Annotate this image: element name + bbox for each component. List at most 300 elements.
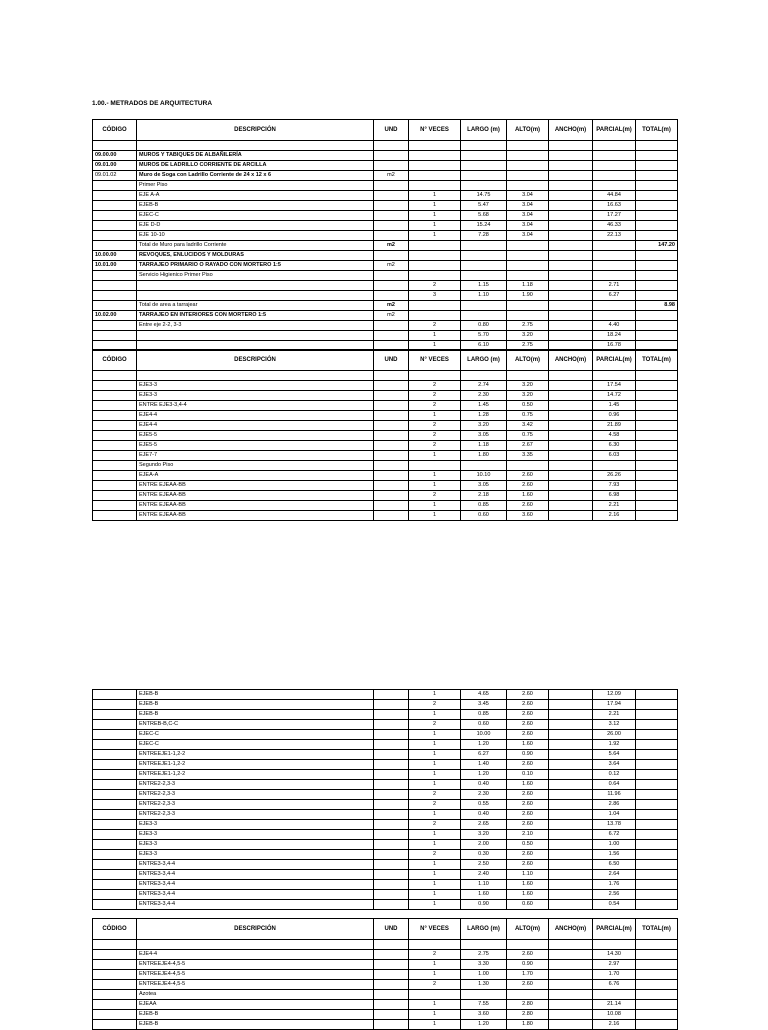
cell-total: [636, 720, 678, 730]
cell-alto: 1.10: [507, 870, 549, 880]
cell-largo: 3.20: [461, 830, 507, 840]
cell-ancho: [549, 461, 593, 471]
cell-descripcion: ENTRE3-3,4-4: [137, 880, 374, 890]
cell-descripcion: EJE3-3: [137, 840, 374, 850]
cell-largo: 3.45: [461, 700, 507, 710]
cell-ancho: [549, 421, 593, 431]
cell-alto: 1.60: [507, 740, 549, 750]
cell-parcial: [593, 461, 636, 471]
cell-ancho: [549, 770, 593, 780]
cell-largo: [461, 461, 507, 471]
table-row: [93, 850, 678, 860]
cell-codigo: [93, 980, 137, 990]
cell-n-veces: 2: [409, 431, 461, 441]
table-row: [93, 471, 678, 481]
cell-largo: 3.30: [461, 960, 507, 970]
table-row: [93, 201, 678, 211]
cell-descripcion: EJE4-4: [137, 411, 374, 421]
cell-total: [636, 730, 678, 740]
cell-n-veces: [409, 151, 461, 161]
cell-alto: [507, 181, 549, 191]
cell-descripcion: ENTREEJE4-4,5-5: [137, 960, 374, 970]
cell-descripcion: EJE 10-10: [137, 231, 374, 241]
cell-alto: [507, 461, 549, 471]
cell-ancho: [549, 181, 593, 191]
table-row: [93, 141, 678, 151]
cell-parcial: [593, 241, 636, 251]
cell-n-veces: 1: [409, 890, 461, 900]
cell-descripcion: ENTRE EJEAA-BB: [137, 491, 374, 501]
table-row: [93, 321, 678, 331]
cell-ancho: [549, 481, 593, 491]
cell-total: [636, 251, 678, 261]
table-row: [93, 381, 678, 391]
cell-n-veces: [409, 171, 461, 181]
cell-ancho: [549, 211, 593, 221]
cell-parcial: 6.03: [593, 451, 636, 461]
cell-alto: [507, 371, 549, 381]
cell-parcial: 17.54: [593, 381, 636, 391]
cell-largo: 7.28: [461, 231, 507, 241]
cell-descripcion: EJE D-D: [137, 221, 374, 231]
cell-alto: 2.60: [507, 760, 549, 770]
cell-codigo: [93, 231, 137, 241]
cell-total: [636, 960, 678, 970]
cell-n-veces: 1: [409, 880, 461, 890]
cell-total: [636, 1000, 678, 1010]
cell-descripcion: EJE7-7: [137, 451, 374, 461]
cell-largo: 2.74: [461, 381, 507, 391]
table-row: [93, 501, 678, 511]
cell-und: [374, 890, 409, 900]
cell-ancho: [549, 451, 593, 461]
cell-descripcion: ENTRE3-3,4-4: [137, 860, 374, 870]
cell-ancho: [549, 441, 593, 451]
cell-largo: [461, 940, 507, 950]
cell-parcial: 2.16: [593, 511, 636, 521]
cell-und: [374, 321, 409, 331]
table-row: [93, 760, 678, 770]
cell-descripcion: ENTRE3-3,4-4: [137, 900, 374, 910]
cell-n-veces: [409, 371, 461, 381]
column-header-total: TOTAL(m): [636, 919, 678, 940]
cell-parcial: 14.30: [593, 950, 636, 960]
cell-parcial: 6.50: [593, 860, 636, 870]
cell-und: [374, 1010, 409, 1020]
cell-largo: 0.60: [461, 511, 507, 521]
cell-und: [374, 810, 409, 820]
cell-total: [636, 690, 678, 700]
table-row: [93, 820, 678, 830]
cell-und: [374, 221, 409, 231]
cell-ancho: [549, 940, 593, 950]
cell-parcial: 6.98: [593, 491, 636, 501]
cell-n-veces: [409, 241, 461, 251]
cell-ancho: [549, 860, 593, 870]
header-row: [93, 919, 678, 940]
cell-ancho: [549, 151, 593, 161]
cell-ancho: [549, 491, 593, 501]
cell-und: [374, 141, 409, 151]
table-row: [93, 161, 678, 171]
cell-und: [374, 750, 409, 760]
cell-alto: 2.67: [507, 441, 549, 451]
cell-ancho: [549, 800, 593, 810]
cell-total: [636, 840, 678, 850]
cell-ancho: [549, 720, 593, 730]
cell-ancho: [549, 471, 593, 481]
cell-und: [374, 201, 409, 211]
cell-largo: 1.18: [461, 441, 507, 451]
table-row: [93, 740, 678, 750]
cell-n-veces: 1: [409, 710, 461, 720]
cell-descripcion: EJEB-B: [137, 1010, 374, 1020]
column-header-largo: LARGO (m): [461, 120, 507, 141]
cell-ancho: [549, 950, 593, 960]
cell-parcial: 2.71: [593, 281, 636, 291]
table-row: [93, 890, 678, 900]
cell-total: [636, 311, 678, 321]
cell-und: [374, 461, 409, 471]
cell-und: [374, 790, 409, 800]
cell-n-veces: 2: [409, 401, 461, 411]
cell-descripcion: EJE4-4: [137, 421, 374, 431]
cell-alto: 2.60: [507, 710, 549, 720]
cell-descripcion: ENTRE3-3,4-4: [137, 890, 374, 900]
cell-descripcion: ENTRE2-2,3-3: [137, 810, 374, 820]
cell-n-veces: 1: [409, 860, 461, 870]
cell-codigo: 10.01.00: [93, 261, 137, 271]
cell-alto: [507, 311, 549, 321]
cell-alto: 0.60: [507, 900, 549, 910]
cell-descripcion: EJE4-4: [137, 950, 374, 960]
cell-codigo: [93, 940, 137, 950]
cell-total: [636, 201, 678, 211]
cell-und: m2: [374, 171, 409, 181]
table-row: [93, 151, 678, 161]
cell-descripcion: ENTREEJE1-1,2-2: [137, 750, 374, 760]
cell-n-veces: 1: [409, 211, 461, 221]
cell-ancho: [549, 291, 593, 301]
cell-und: [374, 730, 409, 740]
table-row: [93, 1020, 678, 1030]
cell-codigo: [93, 501, 137, 511]
cell-alto: 3.04: [507, 211, 549, 221]
cell-parcial: 0.54: [593, 900, 636, 910]
cell-ancho: [549, 391, 593, 401]
header-row: [93, 120, 678, 141]
cell-parcial: 18.24: [593, 331, 636, 341]
cell-ancho: [549, 251, 593, 261]
cell-ancho: [549, 381, 593, 391]
cell-n-veces: 1: [409, 1000, 461, 1010]
cell-und: [374, 441, 409, 451]
cell-largo: [461, 141, 507, 151]
cell-alto: 2.60: [507, 860, 549, 870]
cell-largo: 0.55: [461, 800, 507, 810]
cell-codigo: 09.01.00: [93, 161, 137, 171]
table-row: [93, 481, 678, 491]
cell-descripcion: TARRAJEO EN INTERIORES CON MORTERO 1:5: [137, 311, 374, 321]
table-row: [93, 940, 678, 950]
cell-ancho: [549, 820, 593, 830]
metrados-table-2: [92, 349, 678, 521]
cell-descripcion: ENTRE3-3,4-4: [137, 870, 374, 880]
column-header-parcial: PARCIAL(m): [593, 350, 636, 371]
column-header-ancho: ANCHO(m): [549, 919, 593, 940]
cell-und: [374, 980, 409, 990]
table-row: [93, 191, 678, 201]
cell-largo: [461, 271, 507, 281]
cell-descripcion: EJEB-B: [137, 201, 374, 211]
cell-und: [374, 860, 409, 870]
cell-total: [636, 481, 678, 491]
cell-descripcion: ENTRE EJEAA-BB: [137, 501, 374, 511]
cell-parcial: [593, 311, 636, 321]
cell-parcial: 0.12: [593, 770, 636, 780]
cell-und: [374, 870, 409, 880]
cell-ancho: [549, 700, 593, 710]
cell-n-veces: 1: [409, 970, 461, 980]
cell-codigo: [93, 870, 137, 880]
column-header-parcial: PARCIAL(m): [593, 120, 636, 141]
table-row: [93, 980, 678, 990]
cell-total: [636, 740, 678, 750]
cell-n-veces: [409, 461, 461, 471]
cell-parcial: 2.86: [593, 800, 636, 810]
cell-largo: 0.40: [461, 810, 507, 820]
cell-alto: 2.60: [507, 790, 549, 800]
cell-codigo: [93, 441, 137, 451]
cell-codigo: [93, 391, 137, 401]
cell-descripcion: EJE5-5: [137, 431, 374, 441]
cell-alto: 2.60: [507, 700, 549, 710]
cell-largo: 0.80: [461, 321, 507, 331]
column-header-n-veces: N° VECES: [409, 350, 461, 371]
cell-descripcion: ENTREB-B,C-C: [137, 720, 374, 730]
cell-parcial: 21.89: [593, 421, 636, 431]
cell-alto: 0.75: [507, 431, 549, 441]
cell-codigo: [93, 511, 137, 521]
cell-total: [636, 880, 678, 890]
cell-alto: 0.50: [507, 840, 549, 850]
cell-parcial: 7.93: [593, 481, 636, 491]
cell-parcial: 4.40: [593, 321, 636, 331]
cell-descripcion: Total de Muro para ladrillo Corriente: [137, 241, 374, 251]
cell-parcial: [593, 181, 636, 191]
cell-total: [636, 411, 678, 421]
cell-codigo: [93, 900, 137, 910]
cell-parcial: 0.96: [593, 411, 636, 421]
cell-alto: 1.60: [507, 491, 549, 501]
cell-n-veces: 1: [409, 840, 461, 850]
table-row: [93, 491, 678, 501]
table-row: [93, 331, 678, 341]
cell-codigo: [93, 720, 137, 730]
cell-largo: [461, 241, 507, 251]
cell-n-veces: 1: [409, 810, 461, 820]
cell-n-veces: 2: [409, 391, 461, 401]
cell-largo: 0.85: [461, 501, 507, 511]
cell-descripcion: ENTRE2-2,3-3: [137, 780, 374, 790]
cell-ancho: [549, 780, 593, 790]
cell-und: [374, 780, 409, 790]
cell-descripcion: [137, 331, 374, 341]
cell-ancho: [549, 980, 593, 990]
cell-codigo: [93, 451, 137, 461]
cell-ancho: [549, 840, 593, 850]
cell-codigo: 09.00.00: [93, 151, 137, 161]
cell-n-veces: [409, 301, 461, 311]
column-header-und: UND: [374, 919, 409, 940]
cell-und: [374, 411, 409, 421]
cell-alto: [507, 990, 549, 1000]
table-row: [93, 411, 678, 421]
cell-codigo: [93, 301, 137, 311]
cell-parcial: 1.04: [593, 810, 636, 820]
cell-descripcion: EJEB-B: [137, 700, 374, 710]
cell-und: [374, 1000, 409, 1010]
cell-total: [636, 990, 678, 1000]
cell-codigo: [93, 1020, 137, 1030]
cell-codigo: [93, 840, 137, 850]
cell-descripcion: Total de area a tarrajear: [137, 301, 374, 311]
cell-ancho: [549, 201, 593, 211]
cell-largo: [461, 161, 507, 171]
cell-n-veces: 2: [409, 800, 461, 810]
cell-largo: 1.80: [461, 451, 507, 461]
cell-parcial: 26.00: [593, 730, 636, 740]
cell-codigo: 10.02.00: [93, 311, 137, 321]
table-row: [93, 431, 678, 441]
cell-descripcion: EJE3-3: [137, 820, 374, 830]
metrados-table-3: [92, 689, 678, 910]
cell-parcial: 22.13: [593, 231, 636, 241]
cell-parcial: [593, 301, 636, 311]
cell-und: [374, 900, 409, 910]
cell-und: [374, 281, 409, 291]
cell-total: [636, 431, 678, 441]
cell-n-veces: [409, 311, 461, 321]
cell-largo: 1.45: [461, 401, 507, 411]
cell-alto: 2.60: [507, 800, 549, 810]
cell-largo: 14.75: [461, 191, 507, 201]
cell-und: [374, 800, 409, 810]
cell-total: [636, 391, 678, 401]
cell-und: [374, 421, 409, 431]
cell-largo: [461, 301, 507, 311]
cell-alto: 0.10: [507, 770, 549, 780]
cell-total: [636, 271, 678, 281]
cell-largo: [461, 371, 507, 381]
cell-total: [636, 381, 678, 391]
cell-total: [636, 950, 678, 960]
cell-parcial: 16.63: [593, 201, 636, 211]
cell-descripcion: ENTRE2-2,3-3: [137, 790, 374, 800]
cell-alto: 3.04: [507, 231, 549, 241]
cell-alto: 3.20: [507, 381, 549, 391]
cell-codigo: [93, 780, 137, 790]
cell-ancho: [549, 321, 593, 331]
cell-largo: [461, 990, 507, 1000]
cell-alto: 2.60: [507, 481, 549, 491]
cell-total: [636, 760, 678, 770]
cell-ancho: [549, 830, 593, 840]
cell-parcial: 10.08: [593, 1010, 636, 1020]
cell-largo: 1.60: [461, 890, 507, 900]
cell-und: [374, 950, 409, 960]
cell-und: m2: [374, 241, 409, 251]
cell-largo: 2.18: [461, 491, 507, 501]
cell-descripcion: EJEAA: [137, 1000, 374, 1010]
cell-parcial: 26.26: [593, 471, 636, 481]
cell-und: [374, 990, 409, 1000]
cell-alto: 1.60: [507, 780, 549, 790]
table-row: [93, 211, 678, 221]
cell-und: [374, 251, 409, 261]
cell-total: [636, 221, 678, 231]
cell-n-veces: 2: [409, 700, 461, 710]
cell-largo: 1.15: [461, 281, 507, 291]
cell-parcial: 2.16: [593, 1020, 636, 1030]
cell-n-veces: 1: [409, 451, 461, 461]
cell-largo: 1.20: [461, 1020, 507, 1030]
cell-ancho: [549, 231, 593, 241]
cell-codigo: [93, 790, 137, 800]
cell-parcial: 3.12: [593, 720, 636, 730]
table-row: [93, 371, 678, 381]
cell-n-veces: 1: [409, 331, 461, 341]
cell-total: [636, 1010, 678, 1020]
cell-parcial: [593, 251, 636, 261]
cell-largo: 15.24: [461, 221, 507, 231]
cell-total: [636, 231, 678, 241]
cell-alto: 2.60: [507, 720, 549, 730]
cell-alto: 3.04: [507, 191, 549, 201]
cell-parcial: 6.72: [593, 830, 636, 840]
cell-alto: 3.20: [507, 331, 549, 341]
cell-ancho: [549, 371, 593, 381]
cell-n-veces: [409, 251, 461, 261]
cell-parcial: 17.27: [593, 211, 636, 221]
cell-largo: [461, 181, 507, 191]
cell-largo: 3.60: [461, 1010, 507, 1020]
cell-largo: 10.00: [461, 730, 507, 740]
cell-largo: 0.85: [461, 710, 507, 720]
cell-alto: 2.60: [507, 730, 549, 740]
column-header-codigo: CÓDIGO: [93, 350, 137, 371]
cell-descripcion: [137, 940, 374, 950]
cell-largo: 0.60: [461, 720, 507, 730]
cell-codigo: [93, 970, 137, 980]
cell-ancho: [549, 1010, 593, 1020]
cell-total: [636, 830, 678, 840]
cell-codigo: [93, 860, 137, 870]
cell-parcial: [593, 990, 636, 1000]
cell-und: [374, 501, 409, 511]
column-header-parcial: PARCIAL(m): [593, 919, 636, 940]
cell-total: [636, 461, 678, 471]
table-row: [93, 1010, 678, 1020]
cell-descripcion: EJEA-A: [137, 471, 374, 481]
cell-alto: [507, 241, 549, 251]
cell-codigo: [93, 800, 137, 810]
cell-parcial: 2.56: [593, 890, 636, 900]
cell-parcial: [593, 940, 636, 950]
cell-ancho: [549, 890, 593, 900]
cell-und: [374, 740, 409, 750]
cell-descripcion: TARRAJEO PRIMARIO O RAYADO CON MORTERO 1:5: [137, 261, 374, 271]
